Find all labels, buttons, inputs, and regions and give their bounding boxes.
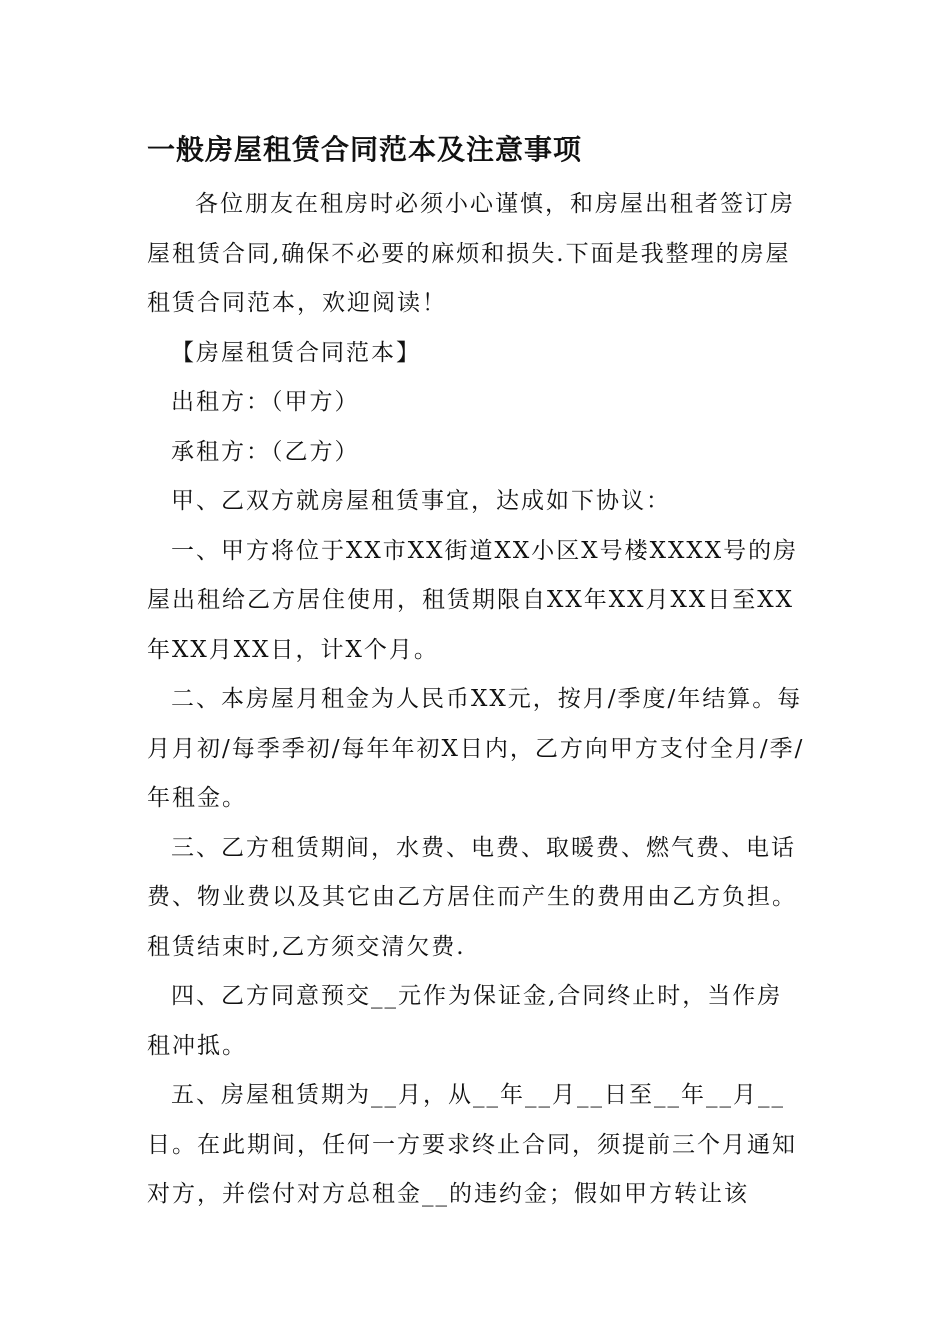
clause-4: 四、乙方同意预交__元作为保证金,合同终止时，当作房租冲抵。 <box>147 983 783 1059</box>
document-body <box>147 128 807 1220</box>
intro-paragraph: 各位朋友在租房时必须小心谨慎，和房屋出租者签订房屋租赁合同,确保不必要的麻烦和损失.下面是我整理的房屋租赁合同范本，欢迎阅读！ <box>147 191 795 316</box>
lessor-line: 出租方：（甲方） <box>171 389 360 415</box>
agreement-intro: 甲、乙双方就房屋租赁事宜，达成如下协议： <box>171 488 671 514</box>
clause-2: 二、本房屋月租金为人民币XX元，按月/季度/年结算。每月月初/每季季初/每年年初X日内，乙方向甲方支付全月/季/年租金。 <box>147 686 805 811</box>
lessee-line: 承租方：（乙方） <box>171 438 360 465</box>
clause-1: 一、甲方将位于XX市XX街道XX小区X号楼XXXX号的房屋出租给乙方居住使用，租赁期限自XX年XX月XX日至XX年XX月XX日，计X个月。 <box>147 537 799 663</box>
clause-5: 五、房屋租赁期为__月，从__年__月__日至__年__月__日。在此期间，任何一方要求终止合同，须提前三个月通知对方，并偿付对方总租金__的违约金；假如甲方转让该 <box>147 1082 797 1207</box>
section-heading: 【房屋租赁合同范本】 <box>171 339 421 366</box>
clause-3: 三、乙方租赁期间，水费、电费、取暖费、燃气费、电话费、物业费以及其它由乙方居住而产生的费用由乙方负担。租赁结束时,乙方须交清欠费. <box>147 834 797 960</box>
document-title: 一般房屋租赁合同范本及注意事项 <box>147 133 583 166</box>
